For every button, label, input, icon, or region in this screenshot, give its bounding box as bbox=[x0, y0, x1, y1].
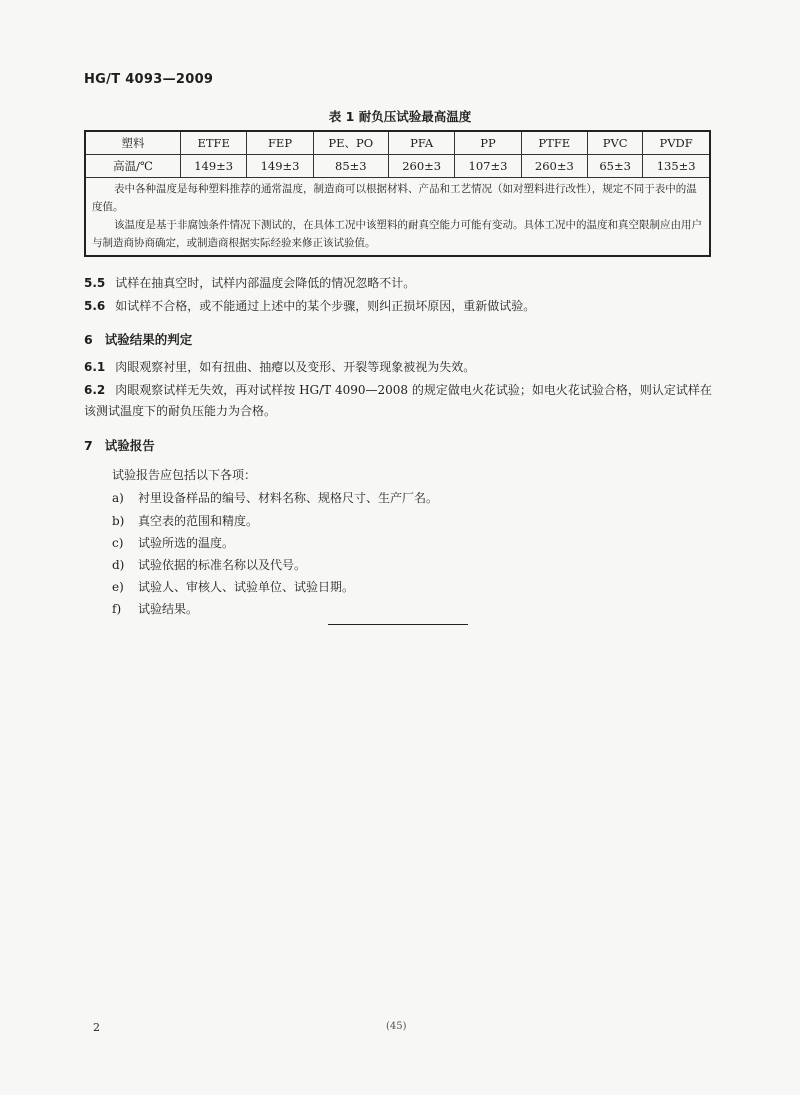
clause-number: 6.2 bbox=[84, 383, 106, 397]
end-rule bbox=[328, 624, 468, 625]
table-header-label: 塑料 bbox=[85, 131, 181, 155]
report-item-e bbox=[112, 577, 354, 598]
clause-5-5 bbox=[84, 273, 714, 294]
column-ptfe: PTFE bbox=[521, 131, 587, 155]
table-header-row bbox=[85, 131, 710, 155]
item-text: 衬里设备样品的编号、材料名称、规格尺寸、生产厂名。 bbox=[138, 491, 439, 505]
page-mark: (45) bbox=[386, 1021, 407, 1032]
clause-number: 5.6 bbox=[84, 299, 106, 313]
table-note-2: 该温度是基于非腐蚀条件情况下测试的，在具体工况中该塑料的耐真空能力可能有变动。具体工况中的温度和真空限制应由用户与制造商协商确定，或制造商根据实际经验来修正该试验值。 bbox=[92, 219, 702, 249]
column-pvc: PVC bbox=[588, 131, 643, 155]
table-row-label: 高温/℃ bbox=[85, 155, 181, 178]
section-title: 试验结果的判定 bbox=[104, 332, 193, 347]
item-label: e) bbox=[112, 580, 124, 594]
value-pp: 107±3 bbox=[455, 155, 521, 178]
column-pvdf: PVDF bbox=[643, 131, 710, 155]
item-text: 试验所选的温度。 bbox=[138, 536, 235, 550]
value-ptfe: 260±3 bbox=[521, 155, 587, 178]
column-pfa: PFA bbox=[388, 131, 454, 155]
standard-number: HG/T 4093—2009 bbox=[84, 72, 214, 87]
item-label: f) bbox=[112, 602, 122, 616]
item-label: b) bbox=[112, 514, 125, 528]
table-value-row bbox=[85, 155, 710, 178]
table-caption: 表 1 耐负压试验最高温度 bbox=[328, 109, 472, 124]
report-intro: 试验报告应包括以下各项： bbox=[112, 468, 257, 482]
report-item-d bbox=[112, 555, 306, 576]
page-number: 2 bbox=[93, 1021, 100, 1034]
clause-text: 肉眼观察试样无失效，再对试样按 HG/T 4090—2008 的规定做电火花试验；如电火花试验合格，则认定试样在该测试温度下的耐负压能力为合格。 bbox=[84, 383, 712, 418]
section-number: 6 bbox=[84, 332, 93, 347]
item-label: d) bbox=[112, 558, 125, 572]
clause-6-2 bbox=[84, 380, 714, 422]
table-note-1: 表中各种温度是每种塑料推荐的通常温度，制造商可以根据材料、产品和工艺情况（如对塑料进行改性），规定不同于表中的温度值。 bbox=[92, 183, 697, 213]
section-7-heading bbox=[84, 436, 155, 454]
item-text: 试验依据的标准名称以及代号。 bbox=[138, 558, 307, 572]
value-pvc: 65±3 bbox=[588, 155, 643, 178]
value-fep: 149±3 bbox=[247, 155, 313, 178]
section-title: 试验报告 bbox=[104, 438, 155, 453]
value-pvdf: 135±3 bbox=[643, 155, 710, 178]
section-6-heading bbox=[84, 330, 192, 348]
clause-text: 肉眼观察衬里，如有扭曲、抽瘪以及变形、开裂等现象被视为失效。 bbox=[115, 360, 476, 374]
item-text: 试验结果。 bbox=[138, 602, 199, 616]
report-item-f bbox=[112, 599, 198, 620]
item-text: 试验人、审核人、试验单位、试验日期。 bbox=[138, 580, 355, 594]
item-text: 真空表的范围和精度。 bbox=[138, 514, 259, 528]
clause-6-1 bbox=[84, 357, 714, 378]
report-item-a bbox=[112, 488, 438, 509]
report-item-b bbox=[112, 511, 258, 532]
clause-text: 试样在抽真空时，试样内部温度会降低的情况忽略不计。 bbox=[115, 276, 416, 290]
clause-5-6 bbox=[84, 296, 714, 317]
value-pfa: 260±3 bbox=[388, 155, 454, 178]
clause-number: 6.1 bbox=[84, 360, 106, 374]
item-label: c) bbox=[112, 536, 124, 550]
report-item-c bbox=[112, 533, 234, 554]
clause-number: 5.5 bbox=[84, 276, 106, 290]
value-etfe: 149±3 bbox=[181, 155, 247, 178]
table-note-row bbox=[85, 178, 710, 257]
column-pp: PP bbox=[455, 131, 521, 155]
table-notes bbox=[85, 178, 710, 257]
value-pe-po: 85±3 bbox=[313, 155, 388, 178]
temperature-table bbox=[84, 130, 711, 257]
clause-text: 如试样不合格，或不能通过上述中的某个步骤，则纠正损坏原因，重新做试验。 bbox=[115, 299, 536, 313]
column-fep: FEP bbox=[247, 131, 313, 155]
column-pe-po: PE、PO bbox=[313, 131, 388, 155]
column-etfe: ETFE bbox=[181, 131, 247, 155]
item-label: a) bbox=[112, 491, 124, 505]
section-number: 7 bbox=[84, 438, 93, 453]
